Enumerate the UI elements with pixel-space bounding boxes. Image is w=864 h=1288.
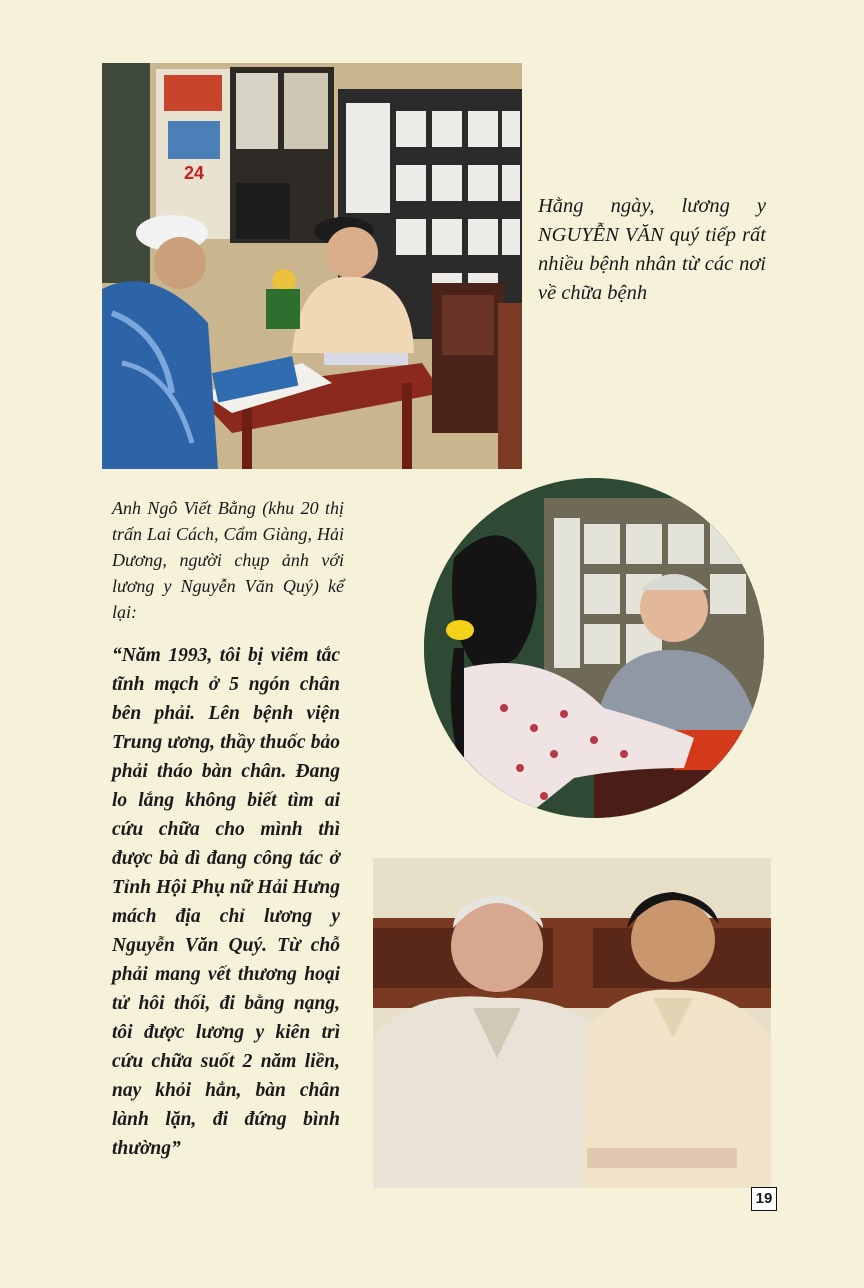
intro-caption: Anh Ngô Viết Bằng (khu 20 thị trấn Lai Cách, Cẩm Giàng, Hải Dương, người chụp ảnh với lương y Nguyễn Văn Quý) kể lại:: [112, 498, 344, 622]
patient-testimony-quote: “Năm 1993, tôi bị viêm tắc tĩnh mạch ở 5 ngón chân bên phải. Lên bệnh viện Trung ương, thầy thuốc bảo phải tháo bàn chân. Đang lo lắng không biết tìm ai cứu chữa cho mình thì được bà dì đang công tác ở Tỉnh Hội Phụ nữ Hải Hưng mách địa chỉ lương y Nguyễn Văn Quý. Từ chỗ phải mang vết thương hoại tử hôi thối, đi bằng nạng, tôi được lương y kiên trì cứu chữa suốt 2 năm liền, nay khỏi hẳn, bàn chân lành lặn, đi đứng bình thường”: [112, 645, 340, 1159]
consultation-photo: [424, 478, 764, 818]
portrait-photo: [373, 858, 771, 1188]
clinic-desk-photo: [102, 63, 522, 469]
page-number: 19: [751, 1187, 777, 1211]
calendar-date: 24: [183, 163, 205, 183]
top-photo-caption: Hằng ngày, lương y NGUYỄN VĂN quý tiếp rất nhiều bệnh nhân từ các nơi về chữa bệnh: [538, 195, 766, 304]
